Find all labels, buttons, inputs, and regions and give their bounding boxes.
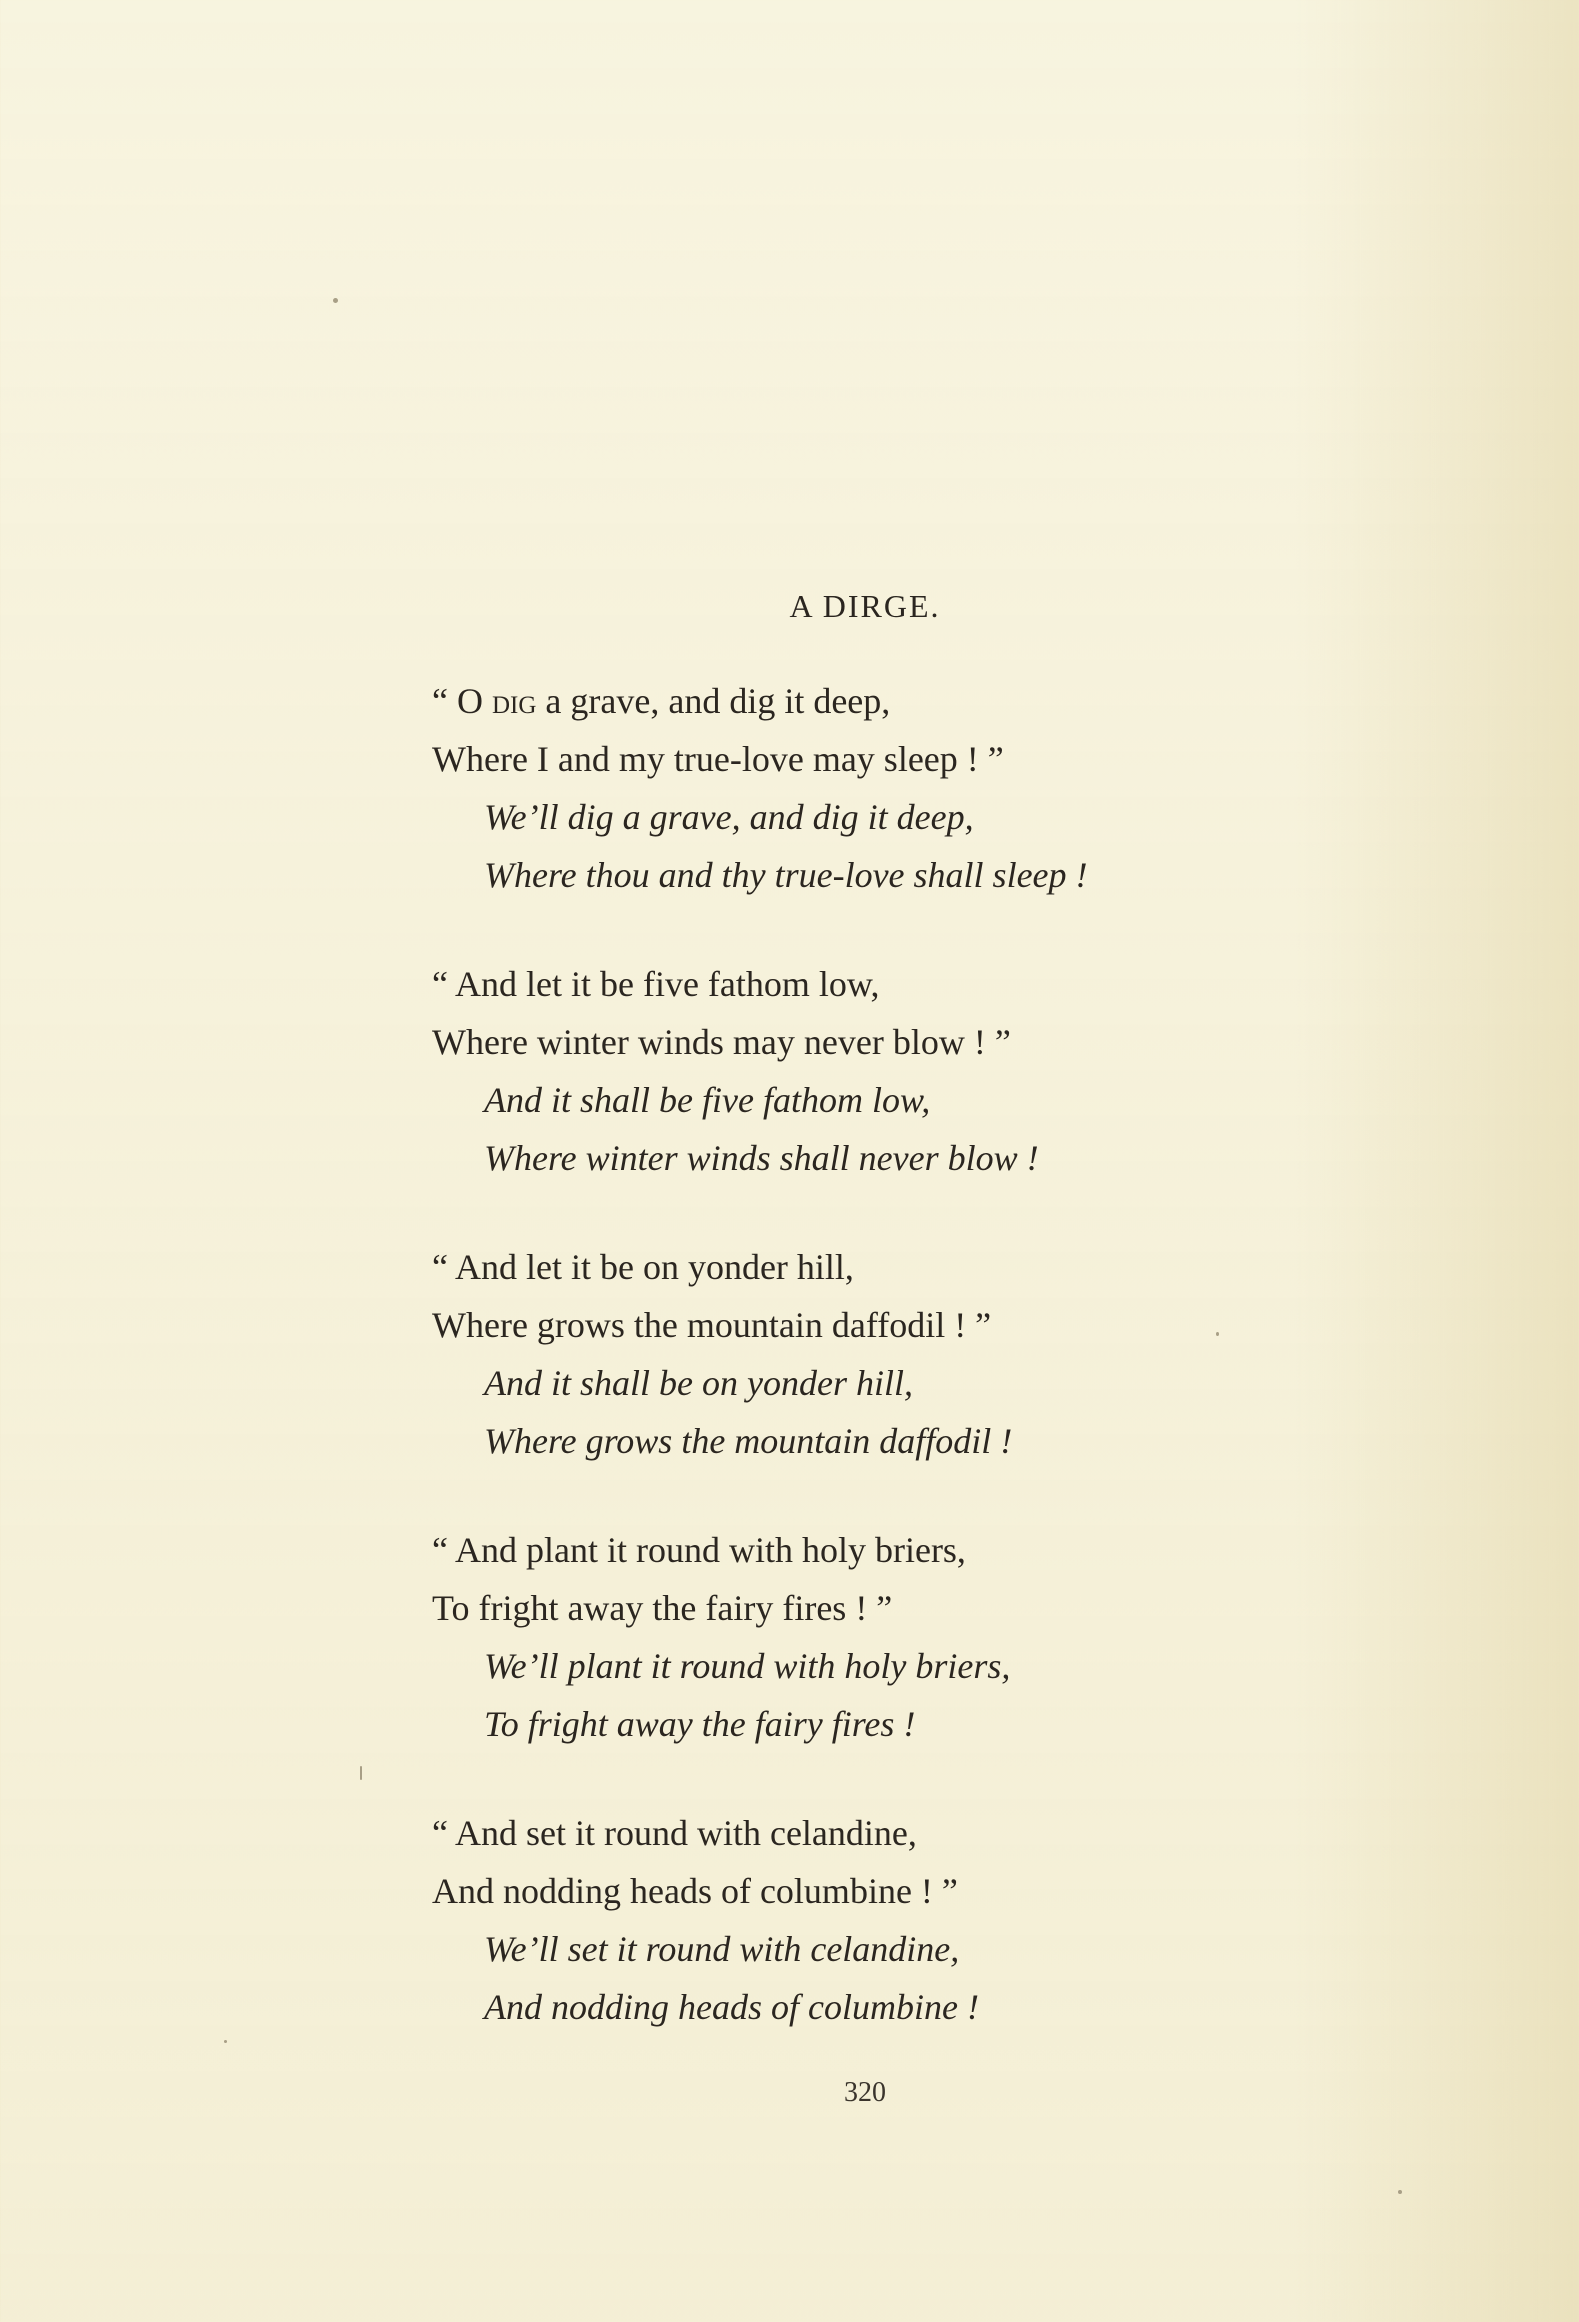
refrain-line: Where winter winds shall never blow ! [484,1138,1039,1178]
verse-line [432,672,1332,730]
refrain-line: And it shall be on yonder hill, [484,1363,913,1403]
refrain-line: And nodding heads of columbine ! [484,1987,979,2027]
refrain-line: We’ll dig a grave, and dig it deep, [484,797,974,837]
stanza-1 [432,672,1332,904]
paper-speck [333,298,338,303]
verse-line: “ And let it be five fathom low, [432,964,880,1004]
refrain-line: And it shall be five fathom low, [484,1080,931,1120]
paper-speck [1216,1332,1219,1336]
verse-line: “ And plant it round with holy briers, [432,1530,966,1570]
refrain-line: We’ll set it round with celandine, [484,1929,960,1969]
verse-line-open: “ O [432,681,492,721]
verse-line: Where I and my true-love may sleep ! ” [432,739,1004,779]
stanza-5 [432,1804,1332,2036]
page-number: 320 [844,2077,886,2108]
stanza-2 [432,955,1332,1187]
verse-line: Where winter winds may never blow ! ” [432,1022,1011,1062]
verse-line: To fright away the fairy fires ! ” [432,1588,893,1628]
paper-speck [360,1766,362,1780]
paper-speck [1398,2190,1402,2194]
verse-line: And nodding heads of columbine ! ” [432,1871,958,1911]
stanza-3 [432,1238,1332,1470]
stanza-4 [432,1521,1332,1753]
verse-line: “ And set it round with celandine, [432,1813,917,1853]
verse-line: Where grows the mountain daffodil ! ” [432,1305,992,1345]
refrain-line: Where grows the mountain daffodil ! [484,1421,1013,1461]
paper-speck [224,2040,227,2043]
verse-line-rest: a grave, and dig it deep, [536,681,891,721]
refrain-line: We’ll plant it round with holy briers, [484,1646,1011,1686]
poem-body [432,672,1332,2087]
refrain-line: To fright away the fairy fires ! [484,1704,916,1744]
refrain-line: Where thou and thy true-love shall sleep ! [484,855,1088,895]
verse-line-smallcaps: dig [491,681,537,721]
verse-line: “ And let it be on yonder hill, [432,1247,854,1287]
poem-title: A DIRGE. [789,588,941,624]
